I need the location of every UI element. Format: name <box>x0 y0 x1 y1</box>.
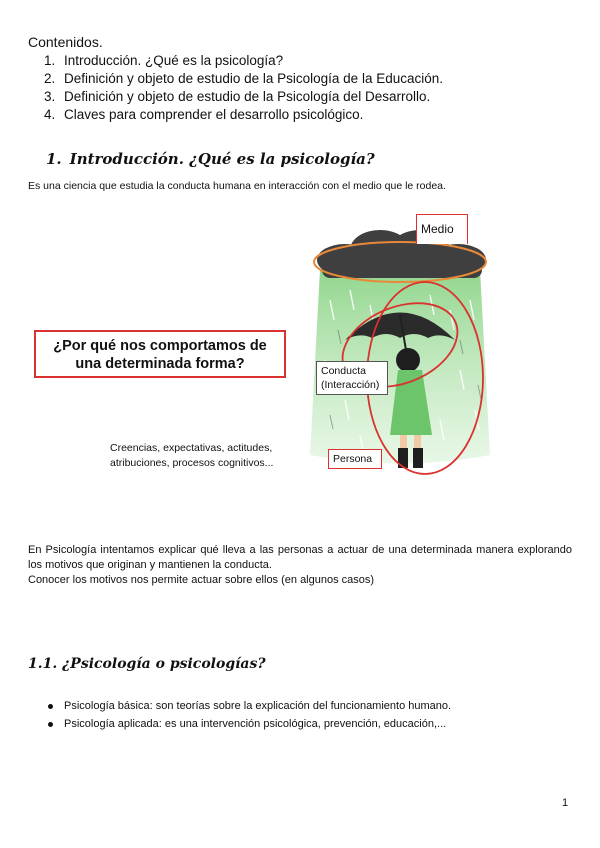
label-conducta-line-2: (Interacción) <box>321 379 380 391</box>
section-1-heading <box>46 150 375 168</box>
label-persona: Persona <box>328 449 382 469</box>
toc-item-number: 2. <box>44 71 56 86</box>
toc-item-number: 1. <box>44 53 56 68</box>
section-1-number: 1. <box>46 150 62 168</box>
toc-item <box>44 106 443 124</box>
section-1-1-heading: 1.1. ¿Psicología o psicologías? <box>28 656 266 672</box>
toc-item-text: Definición y objeto de estudio de la Psicología del Desarrollo. <box>64 89 431 104</box>
bullet-item: Psicología básica: son teorías sobre la explicación del funcionamiento humano. <box>48 697 451 715</box>
question-text <box>36 337 284 373</box>
section-1-intro: Es una ciencia que estudia la conducta humana en interacción con el medio que le rodea. <box>28 180 446 192</box>
toc-item-number: 3. <box>44 89 56 104</box>
toc-item-text: Definición y objeto de estudio de la Psicología de la Educación. <box>64 71 443 86</box>
explanation-line-2: Conocer los motivos nos permite actuar sobre ellos (en algunos casos) <box>28 574 375 586</box>
person-boot-right <box>413 448 423 468</box>
toc-item <box>44 88 443 106</box>
explanation-paragraph <box>28 543 572 588</box>
label-conducta-line-1: Conducta <box>321 365 366 377</box>
question-box <box>34 330 286 378</box>
label-medio: Medio <box>416 214 468 244</box>
toc-list <box>44 52 443 124</box>
section-1-title: Introducción. ¿Qué es la psicología? <box>69 150 375 168</box>
rain-person-illustration <box>300 210 500 480</box>
label-conducta <box>316 361 388 395</box>
explanation-line-1: En Psicología intentamos explicar qué lleva a las personas a actuar de una determinada manera explorando los motivos que originan y mantienen la conducta. <box>28 544 572 571</box>
question-line-2: una determinada forma? <box>75 356 245 372</box>
toc-item <box>44 70 443 88</box>
beliefs-line-1: Creencias, expectativas, actitudes, <box>110 442 273 454</box>
beliefs-line-2: atribuciones, procesos cognitivos... <box>110 457 274 469</box>
toc-item-text: Introducción. ¿Qué es la psicología? <box>64 53 284 68</box>
toc-item-text: Claves para comprender el desarrollo psicológico. <box>64 107 364 122</box>
question-line-1: ¿Por qué nos comportamos de <box>53 338 267 354</box>
toc-title: Contenidos. <box>28 34 103 50</box>
section-1-1-bullets <box>48 697 451 733</box>
beliefs-text <box>110 441 273 471</box>
toc-item <box>44 52 443 70</box>
bullet-item: Psicología aplicada: es una intervención psicológica, prevención, educación,... <box>48 715 451 733</box>
person-head <box>396 348 420 372</box>
page-number: 1 <box>562 797 569 809</box>
toc-item-number: 4. <box>44 107 56 122</box>
